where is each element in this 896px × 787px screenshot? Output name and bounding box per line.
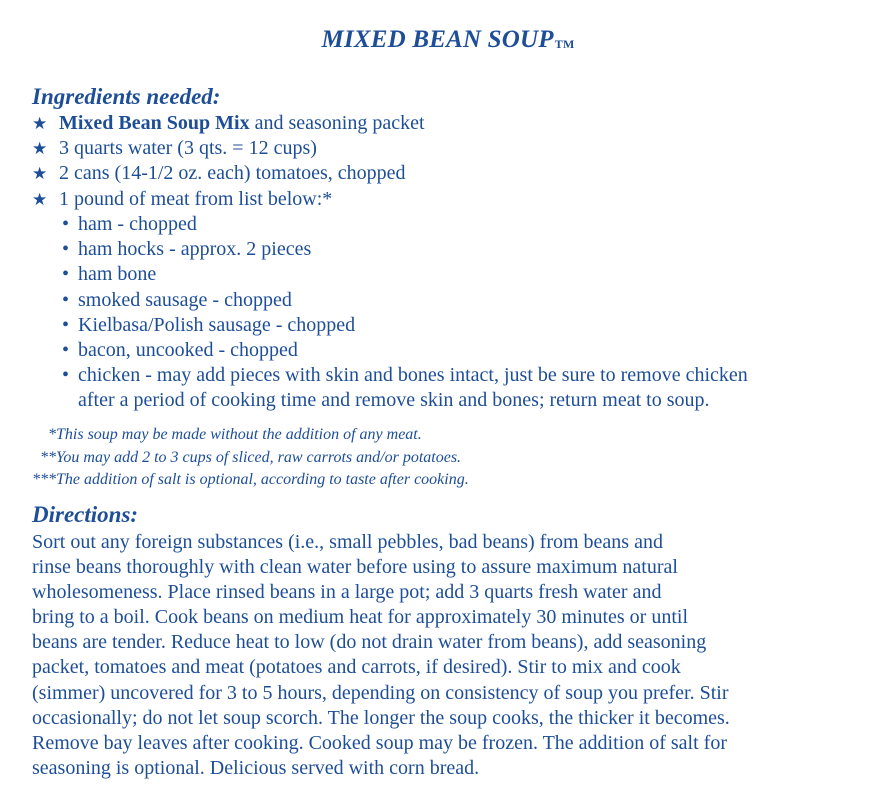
trademark-symbol: TM (554, 37, 575, 51)
star-icon: ★ (32, 139, 48, 159)
bullet-icon: • (62, 288, 70, 311)
recipe-title-text: MIXED BEAN SOUP (321, 26, 554, 53)
directions-body (32, 530, 877, 781)
directions-line: seasoning is optional. Delicious served with corn bread. (32, 756, 480, 779)
meat-option (62, 262, 748, 287)
footnotes (32, 424, 469, 492)
star-icon: ★ (32, 164, 48, 184)
meat-option (62, 212, 748, 237)
ingredient-item (32, 187, 425, 212)
footnote: **You may add 2 to 3 cups of sliced, raw carrots and/or potatoes. (40, 448, 462, 466)
footnote: *This soup may be made without the addition of any meat. (48, 426, 422, 443)
meat-option-text: bacon, uncooked - chopped (78, 339, 298, 362)
bullet-icon: • (62, 263, 70, 286)
star-icon: ★ (32, 189, 48, 209)
recipe-title (0, 26, 896, 54)
meat-option-text: ham hocks - approx. 2 pieces (78, 238, 312, 261)
meat-options-list (62, 212, 748, 414)
meat-option (62, 288, 748, 313)
directions-line: beans are tender. Reduce heat to low (do not drain water from beans), add seasoning (32, 631, 707, 654)
ingredient-item (32, 136, 425, 161)
bullet-icon: • (62, 364, 70, 387)
ingredients-heading: Ingredients needed: (32, 84, 221, 109)
meat-option (62, 237, 748, 262)
bullet-icon: • (62, 313, 70, 336)
meat-option-continuation (62, 388, 748, 413)
bullet-icon: • (62, 238, 70, 261)
directions-line: Sort out any foreign substances (i.e., small pebbles, bad beans) from beans and (32, 531, 663, 553)
directions-line: occasionally; do not let soup scorch. The longer the soup cooks, the thicker it becomes. (32, 706, 730, 729)
directions-line: Remove bay leaves after cooking. Cooked soup may be frozen. The addition of salt for (32, 731, 727, 754)
meat-option-text: smoked sausage - chopped (78, 288, 292, 311)
bullet-icon: • (62, 339, 70, 362)
meat-option (62, 313, 748, 338)
ingredient-text: 3 quarts water (3 qts. = 12 cups) (59, 137, 317, 160)
footnote: ***The addition of salt is optional, according to taste after cooking. (32, 471, 469, 488)
ingredient-item (32, 161, 425, 186)
meat-option-text: chicken - may add pieces with skin and bones intact, just be sure to remove chicken (78, 364, 748, 387)
ingredients-list (32, 111, 425, 212)
ingredient-bold-text: Mixed Bean Soup Mix (59, 112, 250, 134)
meat-option (62, 363, 748, 388)
meat-option-text: ham bone (78, 263, 157, 286)
star-icon: ★ (32, 114, 48, 133)
meat-option (62, 338, 748, 363)
meat-option-text: ham - chopped (78, 213, 197, 235)
meat-option-text: after a period of cooking time and remove skin and bones; return meat to soup. (78, 389, 710, 412)
directions-line: rinse beans thoroughly with clean water before using to assure maximum natural (32, 556, 678, 579)
ingredient-text: and seasoning packet (249, 112, 425, 134)
bullet-icon: • (62, 213, 70, 235)
ingredient-text: 1 pound of meat from list below:* (59, 187, 333, 210)
ingredient-text: 2 cans (14-1/2 oz. each) tomatoes, chopped (59, 162, 406, 185)
directions-line: (simmer) uncovered for 3 to 5 hours, depending on consistency of soup you prefer. Stir (32, 681, 729, 704)
ingredient-item (32, 111, 425, 136)
directions-line: packet, tomatoes and meat (potatoes and carrots, if desired). Stir to mix and cook (32, 656, 681, 679)
directions-line: wholesomeness. Place rinsed beans in a large pot; add 3 quarts fresh water and (32, 581, 662, 604)
directions-heading: Directions: (32, 502, 139, 527)
directions-line: bring to a boil. Cook beans on medium heat for approximately 30 minutes or until (32, 606, 688, 629)
meat-option-text: Kielbasa/Polish sausage - chopped (78, 313, 356, 336)
